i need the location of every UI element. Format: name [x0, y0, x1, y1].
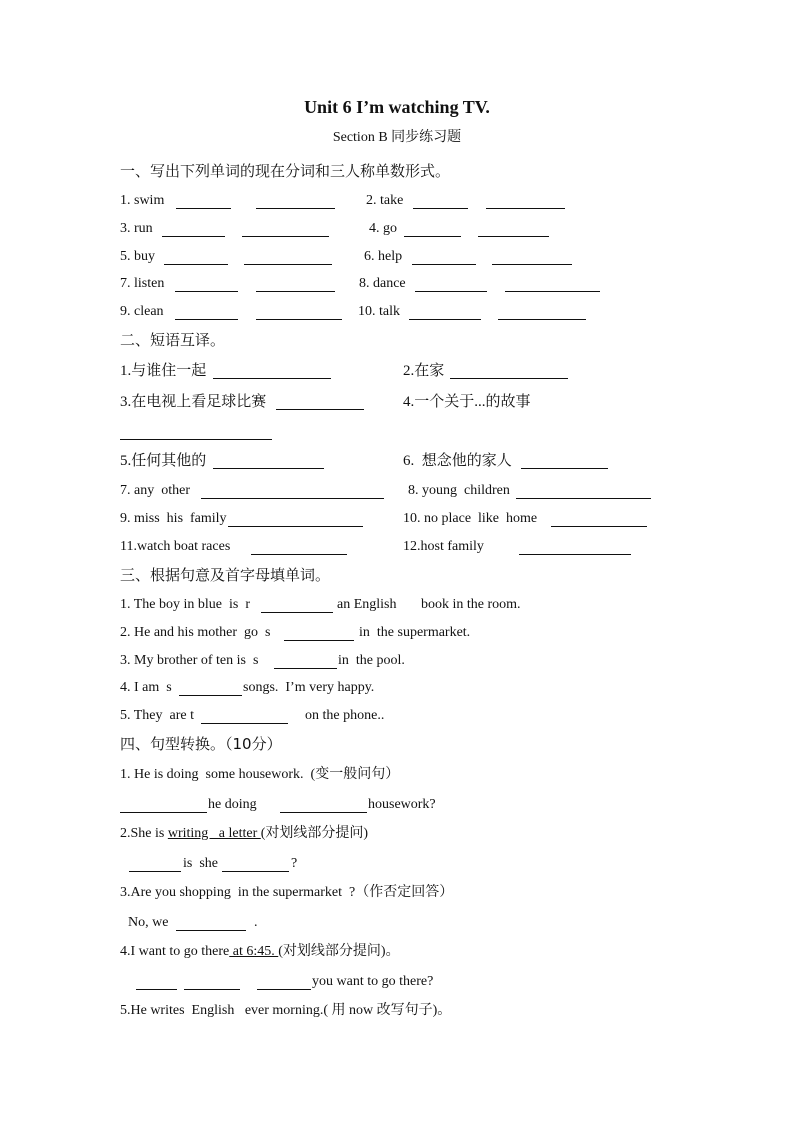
answer-text: you want to go there? [312, 974, 434, 989]
answer-blank[interactable] [412, 264, 476, 265]
answer-blank[interactable] [242, 236, 329, 237]
transform-question [120, 825, 368, 843]
answer-blank[interactable] [136, 989, 177, 990]
answer-blank[interactable] [486, 208, 565, 209]
answer-blank[interactable] [175, 291, 238, 292]
answer-blank[interactable] [251, 554, 347, 555]
fill-sentence-cont: in the supermarket. [359, 625, 471, 640]
answer-blank[interactable] [505, 291, 600, 292]
answer-blank[interactable] [201, 723, 288, 724]
word-item: 5. buy [120, 249, 155, 264]
answer-blank[interactable] [478, 236, 549, 237]
answer-blank[interactable] [519, 554, 631, 555]
answer-blank[interactable] [276, 409, 364, 410]
answer-blank[interactable] [120, 439, 272, 440]
underlined-part: writing a letter [167, 826, 261, 841]
question-instruction: (对划线部分提问) [260, 826, 369, 841]
answer-text: No, we [128, 915, 169, 930]
answer-blank[interactable] [256, 319, 342, 320]
answer-blank[interactable] [201, 498, 384, 499]
answer-blank[interactable] [120, 812, 207, 813]
phrase-item: 8. young children [408, 483, 510, 498]
answer-blank[interactable] [413, 208, 468, 209]
answer-blank[interactable] [450, 378, 568, 379]
phrase-item: 12.host family [403, 539, 484, 554]
answer-text: is she [183, 856, 218, 871]
transform-question [120, 943, 400, 961]
answer-blank[interactable] [184, 989, 240, 990]
answer-blank[interactable] [274, 668, 337, 669]
answer-text: . [254, 915, 258, 930]
word-item: 1. swim [120, 193, 165, 208]
fill-sentence: 2. He and his mother go s [120, 625, 271, 640]
phrase-item: 11.watch boat races [120, 539, 231, 554]
page-title: Unit 6 I’m watching TV. [304, 97, 490, 117]
answer-blank[interactable] [516, 498, 651, 499]
answer-blank[interactable] [179, 695, 242, 696]
fill-sentence-cont: in the pool. [338, 653, 405, 668]
answer-blank[interactable] [162, 236, 225, 237]
fill-sentence-cont: on the phone.. [305, 708, 385, 723]
answer-blank[interactable] [498, 319, 586, 320]
fill-sentence: 5. They are t [120, 708, 194, 723]
answer-blank[interactable] [521, 468, 608, 469]
section-2-heading: 二、短语互译。 [120, 331, 226, 349]
answer-blank[interactable] [256, 291, 335, 292]
word-item: 7. listen [120, 276, 165, 291]
word-item: 8. dance [359, 276, 406, 291]
question-instruction: (对划线部分提问)。 [278, 944, 400, 959]
phrase-item: 10. no place like home [403, 511, 538, 526]
answer-text: housework? [368, 797, 436, 812]
answer-blank[interactable] [280, 812, 367, 813]
transform-question: 5.He writes English ever morning.( 用 now 改写句子)。 [120, 1003, 452, 1018]
answer-blank[interactable] [257, 989, 311, 990]
phrase-item: 1.与谁住一起 [120, 363, 207, 379]
answer-blank[interactable] [213, 378, 331, 379]
answer-text: he doing [208, 797, 257, 812]
answer-blank[interactable] [404, 236, 461, 237]
fill-sentence-cont: an English [337, 597, 397, 612]
word-item: 9. clean [120, 304, 164, 319]
answer-blank[interactable] [409, 319, 481, 320]
phrase-item: 4.一个关于...的故事 [403, 394, 531, 410]
answer-blank[interactable] [222, 871, 289, 872]
word-item: 3. run [120, 221, 153, 236]
answer-blank[interactable] [492, 264, 572, 265]
transform-question: 1. He is doing some housework. (变一般问句） [120, 767, 400, 782]
fill-sentence: 1. The boy in blue is r [120, 597, 251, 612]
answer-blank[interactable] [228, 526, 363, 527]
fill-sentence: 3. My brother of ten is s [120, 653, 259, 668]
answer-blank[interactable] [244, 264, 332, 265]
phrase-item: 2.在家 [403, 363, 445, 379]
answer-blank[interactable] [129, 871, 181, 872]
answer-blank[interactable] [261, 612, 333, 613]
answer-blank[interactable] [213, 468, 324, 469]
underlined-part: at 6:45. [229, 944, 279, 959]
answer-blank[interactable] [176, 208, 231, 209]
transform-question: 3.Are you shopping in the supermarket ?（作否定回答） [120, 885, 454, 900]
question-text: 4.I want to go there [120, 944, 230, 959]
answer-blank[interactable] [284, 640, 354, 641]
fill-sentence-cont: book in the room. [421, 597, 521, 612]
fill-sentence: 4. I am s [120, 680, 172, 695]
word-item: 6. help [364, 249, 403, 264]
phrase-item: 7. any other [120, 483, 190, 498]
answer-blank[interactable] [164, 264, 228, 265]
fill-sentence-cont: songs. I’m very happy. [243, 680, 375, 695]
word-item: 10. talk [358, 304, 400, 319]
phrase-item: 5.任何其他的 [120, 453, 207, 469]
answer-blank[interactable] [551, 526, 647, 527]
answer-blank[interactable] [415, 291, 487, 292]
section-1-heading: 一、写出下列单词的现在分词和三人称单数形式。 [120, 162, 451, 180]
answer-text: ? [291, 856, 298, 871]
word-item: 4. go [369, 221, 397, 236]
phrase-item: 6. 想念他的家人 [403, 453, 512, 469]
phrase-item: 9. miss his family [120, 511, 227, 526]
question-text: 2.She is [120, 826, 168, 841]
answer-blank[interactable] [175, 319, 238, 320]
page-subtitle: Section B 同步练习题 [332, 130, 462, 145]
answer-blank[interactable] [256, 208, 335, 209]
word-item: 2. take [366, 193, 404, 208]
phrase-item: 3.在电视上看足球比赛 [120, 394, 267, 410]
section-3-heading: 三、根据句意及首字母填单词。 [120, 566, 331, 584]
answer-blank[interactable] [176, 930, 246, 931]
section-4-heading: 四、句型转换。（10分） [120, 735, 282, 753]
